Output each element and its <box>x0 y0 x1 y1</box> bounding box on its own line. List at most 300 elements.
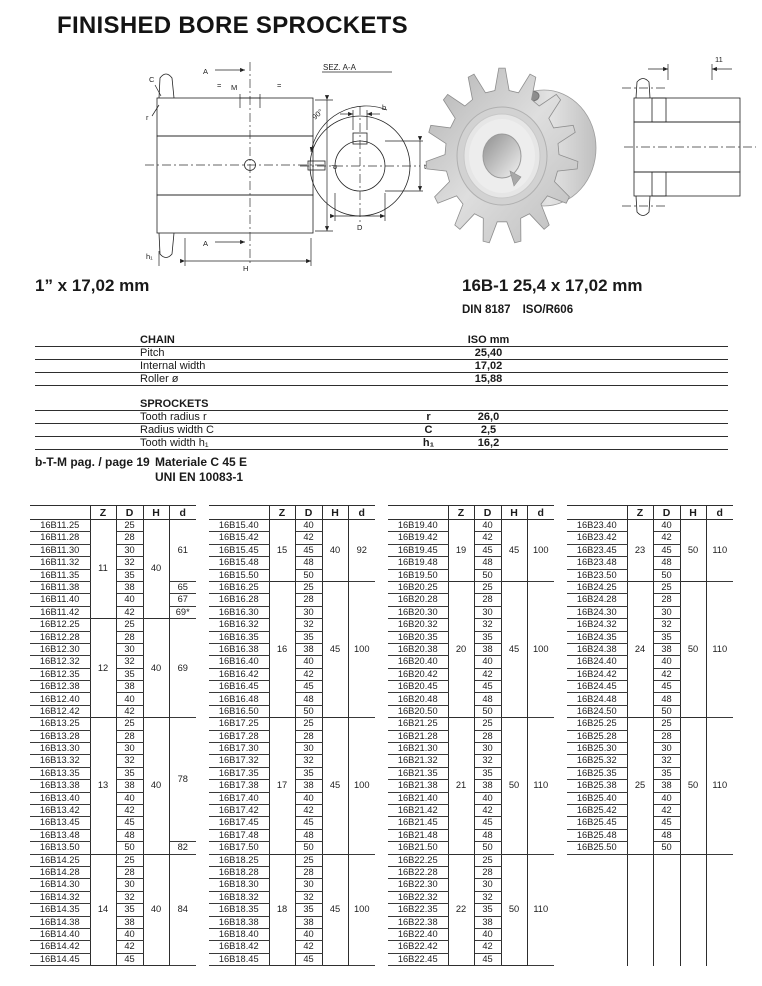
table-cell: 48 <box>295 557 322 569</box>
table-cell: 16B15.48 <box>209 557 269 569</box>
table-cell: 38 <box>653 643 680 655</box>
table-cell: 16B21.45 <box>388 817 448 829</box>
table-cell: 32 <box>474 891 501 903</box>
table-row <box>567 718 733 730</box>
table-cell: 16B20.32 <box>388 619 448 631</box>
table-cell: 32 <box>295 891 322 903</box>
table-cell: 16B13.32 <box>30 755 90 767</box>
table-cell: 16B18.25 <box>209 854 269 866</box>
table-cell: 30 <box>295 606 322 618</box>
table-cell: 16B20.38 <box>388 643 448 655</box>
dim-label-diameter: D <box>357 223 363 232</box>
table-cell: 45 <box>474 681 501 693</box>
table-cell: 16B13.38 <box>30 780 90 792</box>
table-cell: 16B24.28 <box>567 594 627 606</box>
table-cell: 45 <box>653 681 680 693</box>
sprockets-row-tooth-width <box>35 437 728 450</box>
column-header: Z <box>90 506 116 520</box>
hub-section-drawing <box>620 52 760 232</box>
table-cell: 25 <box>474 718 501 730</box>
table-filler-cell <box>567 854 627 966</box>
table-cell: 16B20.35 <box>388 631 448 643</box>
table-cell: 25 <box>653 718 680 730</box>
table-cell: 16B25.45 <box>567 817 627 829</box>
table-cell: 16B18.42 <box>209 941 269 953</box>
table-cell: 16B24.45 <box>567 681 627 693</box>
table-cell: 50 <box>474 842 501 854</box>
table-cell: 16B17.28 <box>209 730 269 742</box>
table-cell: 110 <box>527 718 554 854</box>
table-cell: 16B18.40 <box>209 928 269 940</box>
table-cell: 30 <box>116 743 143 755</box>
table-cell: 16B17.48 <box>209 829 269 841</box>
table-cell: 48 <box>653 693 680 705</box>
dim-label-d: d <box>330 164 339 169</box>
material-note <box>155 455 247 485</box>
equal-mark-right: = <box>277 81 282 90</box>
table-cell: 16B13.45 <box>30 817 90 829</box>
table-row <box>388 581 554 593</box>
table-cell: 100 <box>348 581 375 717</box>
table-cell: 69 <box>169 619 196 718</box>
table-cell: 32 <box>653 619 680 631</box>
table-cell: 45 <box>295 681 322 693</box>
dim-label-m: M <box>231 83 238 92</box>
table-cell: 82 <box>169 842 196 854</box>
table-cell: 32 <box>116 557 143 569</box>
table-cell: 50 <box>653 705 680 717</box>
table-cell: 21 <box>448 718 474 854</box>
table-cell: 16B14.32 <box>30 891 90 903</box>
table-cell: 16B23.40 <box>567 520 627 532</box>
table-row <box>209 520 375 532</box>
table-cell: 100 <box>527 581 554 717</box>
table-cell: 16B20.30 <box>388 606 448 618</box>
table-cell: 16B24.25 <box>567 581 627 593</box>
table-cell: 16B17.40 <box>209 792 269 804</box>
bore-size-table <box>567 505 733 966</box>
table-filler-cell <box>627 854 653 966</box>
table-header-row <box>209 506 375 520</box>
table-cell: 35 <box>474 767 501 779</box>
table-cell: 32 <box>653 755 680 767</box>
table-cell: 16B12.30 <box>30 643 90 655</box>
table-cell: 17 <box>269 718 295 854</box>
table-cell: 110 <box>527 854 554 966</box>
table-cell: 40 <box>295 656 322 668</box>
table-cell: 16B12.42 <box>30 705 90 717</box>
table-cell: 45 <box>474 544 501 556</box>
column-header: d <box>527 506 554 520</box>
table-cell: 48 <box>474 829 501 841</box>
table-cell: 50 <box>474 705 501 717</box>
spec-value: 25,40 <box>474 347 503 359</box>
table-cell: 45 <box>295 544 322 556</box>
table-cell: 50 <box>295 569 322 581</box>
table-filler-cell <box>680 854 706 966</box>
column-header <box>567 506 627 520</box>
table-cell: 30 <box>116 643 143 655</box>
table-row <box>209 581 375 593</box>
table-cell: 45 <box>116 953 143 965</box>
table-cell: 16B11.38 <box>30 581 90 593</box>
table-cell: 42 <box>474 804 501 816</box>
table-cell: 42 <box>474 941 501 953</box>
table-cell: 16B15.45 <box>209 544 269 556</box>
table-row <box>388 718 554 730</box>
bore <box>483 134 521 178</box>
table-cell: 16B14.30 <box>30 879 90 891</box>
table-cell: 16B11.32 <box>30 557 90 569</box>
table-cell: 16B22.25 <box>388 854 448 866</box>
table-cell: 25 <box>116 854 143 866</box>
table-cell: 45 <box>653 817 680 829</box>
table-cell: 16B13.42 <box>30 804 90 816</box>
table-cell: 16B17.32 <box>209 755 269 767</box>
table-cell: 38 <box>295 643 322 655</box>
table-cell: 38 <box>474 643 501 655</box>
table-cell: 16B25.28 <box>567 730 627 742</box>
table-cell: 16B11.42 <box>30 606 90 618</box>
spec-value: 16,2 <box>477 437 500 449</box>
table-cell: 16B19.48 <box>388 557 448 569</box>
table-cell: 16B24.42 <box>567 668 627 680</box>
table-cell: 16B16.40 <box>209 656 269 668</box>
table-cell: 16B11.40 <box>30 594 90 606</box>
table-cell: 42 <box>474 668 501 680</box>
table-cell: 16B16.48 <box>209 693 269 705</box>
table-cell: 50 <box>295 842 322 854</box>
table-cell: 16B16.50 <box>209 705 269 717</box>
table-cell: 40 <box>143 718 169 854</box>
table-cell: 40 <box>474 656 501 668</box>
table-cell: 16B14.35 <box>30 904 90 916</box>
table-cell: 50 <box>653 842 680 854</box>
table-cell: 18 <box>269 854 295 966</box>
spec-symbol: h₁ <box>422 437 435 449</box>
table-cell: 28 <box>295 594 322 606</box>
table-filler-cell <box>653 854 680 966</box>
table-cell: 16B23.45 <box>567 544 627 556</box>
table-cell: 16B16.28 <box>209 594 269 606</box>
table-cell: 32 <box>116 755 143 767</box>
sprockets-row-tooth-radius <box>35 411 728 424</box>
table-cell: 25 <box>653 581 680 593</box>
table-cell: 30 <box>116 879 143 891</box>
table-cell: 16B21.40 <box>388 792 448 804</box>
table-cell: 35 <box>653 767 680 779</box>
table-cell: 45 <box>474 953 501 965</box>
table-cell: 20 <box>448 581 474 717</box>
table-cell: 67 <box>169 594 196 606</box>
table-cell: 25 <box>116 619 143 631</box>
table-cell: 69* <box>169 606 196 618</box>
table-cell: 48 <box>295 829 322 841</box>
table-cell: 48 <box>295 693 322 705</box>
table-cell: 38 <box>474 916 501 928</box>
table-cell: 50 <box>680 718 706 854</box>
table-cell: 16B21.28 <box>388 730 448 742</box>
table-cell: 16B15.50 <box>209 569 269 581</box>
table-cell: 30 <box>295 743 322 755</box>
table-cell: 16B24.48 <box>567 693 627 705</box>
table-cell: 48 <box>474 557 501 569</box>
chain-header-row <box>35 334 728 347</box>
table-cell: 45 <box>322 581 348 717</box>
table-cell: 100 <box>348 854 375 966</box>
table-cell: 40 <box>474 520 501 532</box>
table-cell: 16B21.25 <box>388 718 448 730</box>
table-cell: 16B22.38 <box>388 916 448 928</box>
table-cell: 16B22.35 <box>388 904 448 916</box>
table-cell: 16B20.28 <box>388 594 448 606</box>
table-cell: 40 <box>116 594 143 606</box>
table-cell: 16B19.40 <box>388 520 448 532</box>
table-cell: 50 <box>501 718 527 854</box>
table-cell: 16B17.25 <box>209 718 269 730</box>
chain-section-title: CHAIN <box>140 334 175 346</box>
iso-standard: ISO/R606 <box>522 304 574 316</box>
section-aa-drawing <box>295 58 430 238</box>
table-cell: 42 <box>116 804 143 816</box>
spec-value: 15,88 <box>474 373 503 385</box>
table-cell: 42 <box>295 941 322 953</box>
table-cell: 110 <box>706 520 733 582</box>
spec-label: Internal width <box>140 360 206 372</box>
table-header-row <box>388 506 554 520</box>
table-cell: 16B24.40 <box>567 656 627 668</box>
table-cell: 25 <box>474 854 501 866</box>
table-row <box>567 520 733 532</box>
table-cell: 16B17.45 <box>209 817 269 829</box>
table-cell: 32 <box>474 619 501 631</box>
chain-row-internal-width <box>35 360 728 373</box>
table-cell: 50 <box>474 569 501 581</box>
table-cell: 42 <box>295 668 322 680</box>
column-header: H <box>322 506 348 520</box>
table-cell: 16B25.38 <box>567 780 627 792</box>
table-cell: 42 <box>653 668 680 680</box>
page-reference-note: b-T-M pag. / page 19 <box>35 455 150 469</box>
spec-label: Radius width C <box>140 424 214 436</box>
table-cell: 16B20.25 <box>388 581 448 593</box>
column-header: d <box>348 506 375 520</box>
table-cell: 25 <box>295 581 322 593</box>
table-cell: 16B14.38 <box>30 916 90 928</box>
bore-table-16B19-16B22 <box>388 505 554 966</box>
table-cell: 16B16.38 <box>209 643 269 655</box>
table-cell: 40 <box>295 520 322 532</box>
table-cell: 40 <box>474 928 501 940</box>
table-cell: 16B17.38 <box>209 780 269 792</box>
table-cell: 48 <box>474 693 501 705</box>
chain-spec-table <box>35 334 728 386</box>
table-cell: 16B16.25 <box>209 581 269 593</box>
table-cell: 38 <box>295 780 322 792</box>
table-cell: 16B21.48 <box>388 829 448 841</box>
table-cell: 110 <box>706 581 733 717</box>
table-cell: 42 <box>116 705 143 717</box>
material-standard-line: UNI EN 10083-1 <box>155 470 244 484</box>
column-header: D <box>653 506 680 520</box>
table-cell: 13 <box>90 718 116 854</box>
table-cell: 50 <box>295 705 322 717</box>
table-cell: 40 <box>474 792 501 804</box>
table-cell: 35 <box>474 631 501 643</box>
table-cell: 42 <box>295 532 322 544</box>
material-line: Materiale C 45 E <box>155 455 248 469</box>
table-cell: 16B24.38 <box>567 643 627 655</box>
table-cell: 16B23.48 <box>567 557 627 569</box>
bore-table-16B23-16B25 <box>567 505 733 966</box>
table-cell: 16B11.30 <box>30 544 90 556</box>
table-cell: 16B20.48 <box>388 693 448 705</box>
spec-value: 17,02 <box>474 360 503 372</box>
column-header: H <box>680 506 706 520</box>
table-cell: 28 <box>474 866 501 878</box>
table-cell: 16B14.40 <box>30 928 90 940</box>
table-cell: 30 <box>653 606 680 618</box>
table-cell: 40 <box>116 928 143 940</box>
table-cell: 32 <box>116 656 143 668</box>
sprockets-row-radius-width <box>35 424 728 437</box>
table-row <box>388 520 554 532</box>
table-cell: 16B13.25 <box>30 718 90 730</box>
table-cell: 28 <box>295 730 322 742</box>
table-cell: 100 <box>348 718 375 854</box>
table-cell: 24 <box>627 581 653 717</box>
section-label-a-top: A <box>203 67 209 76</box>
column-header: Z <box>627 506 653 520</box>
table-cell: 28 <box>653 594 680 606</box>
table-cell: 16B22.30 <box>388 879 448 891</box>
table-cell: 40 <box>653 656 680 668</box>
table-cell: 42 <box>474 532 501 544</box>
table-cell: 11 <box>90 520 116 619</box>
table-cell: 16B11.28 <box>30 532 90 544</box>
column-header: D <box>295 506 322 520</box>
model-label: 16B-1 25,4 x 17,02 mm <box>462 276 643 295</box>
column-header: d <box>706 506 733 520</box>
sprockets-header-row <box>35 398 728 411</box>
table-cell: 65 <box>169 581 196 593</box>
table-cell: 16B22.28 <box>388 866 448 878</box>
table-cell: 16B13.28 <box>30 730 90 742</box>
table-cell: 16B18.32 <box>209 891 269 903</box>
table-row <box>209 854 375 866</box>
table-cell: 28 <box>653 730 680 742</box>
table-cell: 30 <box>474 606 501 618</box>
table-cell: 16B21.50 <box>388 842 448 854</box>
table-cell: 100 <box>527 520 554 582</box>
table-cell: 35 <box>474 904 501 916</box>
table-cell: 28 <box>474 594 501 606</box>
table-cell: 16 <box>269 581 295 717</box>
spec-value: 2,5 <box>480 424 497 436</box>
table-cell: 16B24.35 <box>567 631 627 643</box>
table-cell: 92 <box>348 520 375 582</box>
table-cell: 16B14.45 <box>30 953 90 965</box>
table-cell: 30 <box>653 743 680 755</box>
chain-row-roller <box>35 373 728 386</box>
table-cell: 16B17.35 <box>209 767 269 779</box>
table-cell: 16B14.25 <box>30 854 90 866</box>
table-cell: 16B12.35 <box>30 668 90 680</box>
table-cell: 50 <box>116 842 143 854</box>
table-cell: 15 <box>269 520 295 582</box>
table-cell: 40 <box>143 854 169 966</box>
table-cell: 61 <box>169 520 196 582</box>
dim-label-angle: 90° <box>310 107 325 122</box>
table-cell: 35 <box>295 767 322 779</box>
table-cell: 25 <box>295 718 322 730</box>
dim-label-11: 11 <box>715 55 723 64</box>
table-cell: 16B11.25 <box>30 520 90 532</box>
table-cell: 50 <box>680 520 706 582</box>
table-cell: 84 <box>169 854 196 966</box>
table-cell: 38 <box>116 780 143 792</box>
table-cell: 16B20.40 <box>388 656 448 668</box>
sprockets-spec-table <box>35 398 728 450</box>
table-cell: 16B25.25 <box>567 718 627 730</box>
table-cell: 30 <box>116 544 143 556</box>
table-cell: 16B21.30 <box>388 743 448 755</box>
table-row <box>30 854 196 866</box>
page-title: FINISHED BORE SPROCKETS <box>57 12 408 39</box>
table-cell: 25 <box>116 718 143 730</box>
column-header <box>388 506 448 520</box>
table-cell: 28 <box>116 532 143 544</box>
table-cell: 38 <box>474 780 501 792</box>
table-cell: 30 <box>474 879 501 891</box>
spec-symbol: C <box>424 424 433 436</box>
table-cell: 16B25.30 <box>567 743 627 755</box>
table-row <box>388 854 554 866</box>
table-cell: 16B12.28 <box>30 631 90 643</box>
din-standard: DIN 8187 <box>462 304 511 316</box>
table-cell: 48 <box>653 557 680 569</box>
table-cell: 16B20.50 <box>388 705 448 717</box>
dim-label-r: r <box>146 113 149 122</box>
table-cell: 40 <box>322 520 348 582</box>
bore-table-16B11-16B14 <box>30 505 196 966</box>
table-cell: 16B18.35 <box>209 904 269 916</box>
table-cell: 28 <box>116 866 143 878</box>
spec-label: Tooth width h₁ <box>140 437 209 449</box>
spec-label: Roller ø <box>140 373 179 385</box>
table-filler-row <box>567 854 733 966</box>
table-cell: 42 <box>295 804 322 816</box>
table-cell: 16B15.42 <box>209 532 269 544</box>
column-header: D <box>116 506 143 520</box>
table-cell: 32 <box>474 755 501 767</box>
table-cell: 50 <box>680 581 706 717</box>
spec-symbol: r <box>426 411 431 423</box>
table-cell: 45 <box>474 817 501 829</box>
chain-row-pitch <box>35 347 728 360</box>
table-cell: 40 <box>653 792 680 804</box>
spec-label: Tooth radius r <box>140 411 207 423</box>
table-cell: 45 <box>501 581 527 717</box>
spec-value: 26,0 <box>477 411 500 423</box>
table-cell: 16B16.42 <box>209 668 269 680</box>
bore-table-16B15-16B18 <box>209 505 375 966</box>
table-cell: 16B17.30 <box>209 743 269 755</box>
table-cell: 22 <box>448 854 474 966</box>
table-cell: 16B25.35 <box>567 767 627 779</box>
table-cell: 16B25.42 <box>567 804 627 816</box>
table-cell: 38 <box>116 916 143 928</box>
